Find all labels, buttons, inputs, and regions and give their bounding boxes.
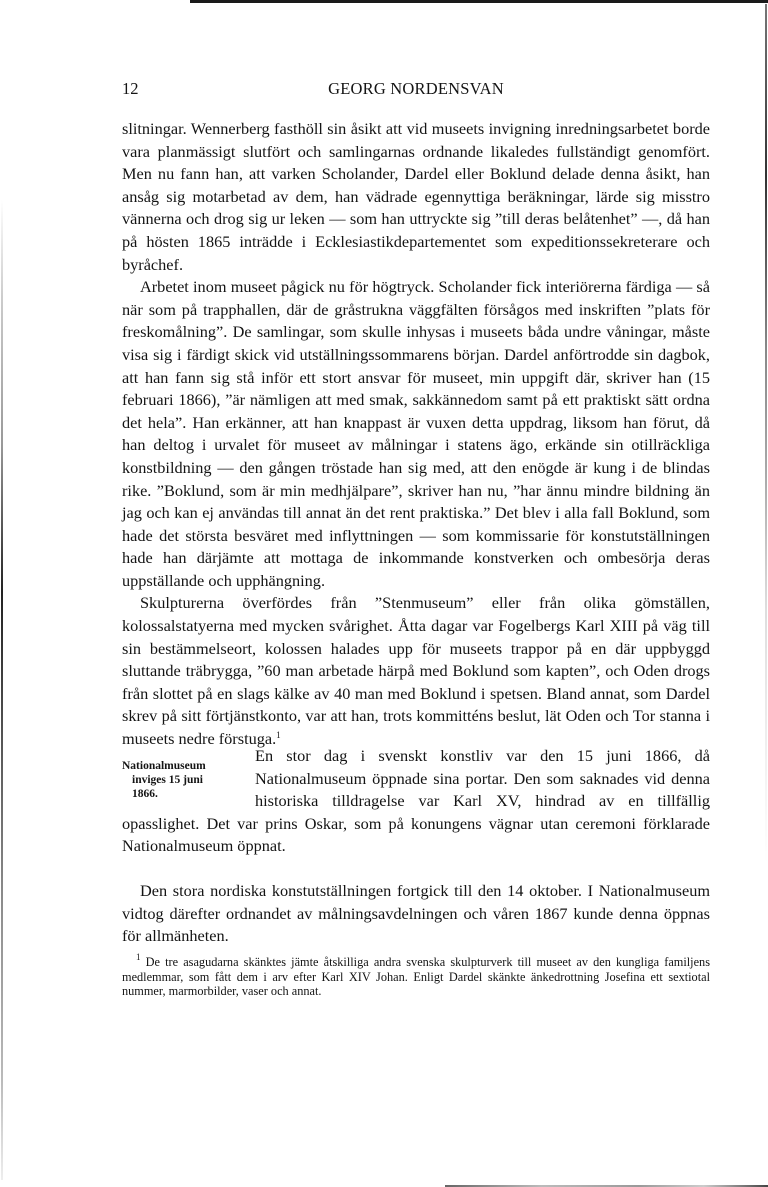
margin-note xyxy=(122,759,247,801)
paragraph-text: Skulpturerna överfördes från ”Stenmuseum” eller från olika gömställen, kolossalstatyerna med mycken svårighet. Åtta dagar var Fogelbergs Karl XIII på väg till sin bestämmelseort, kolossen halades upp för museets trappor på en där uppbyggd sluttande träbrygga, ”60 man arbetade härpå med Boklund som kapten”, och Oden drogs från slottet på en slags kälke av 40 man med Boklund i spetsen. Bland annat, som Dardel skrev på sitt förtjänstkonto, var att han, trots kommitténs beslut, lät Oden och Tor stanna i museets nedre förstuga. xyxy=(122,593,710,749)
footnote-text: De tre asagudarna skänktes jämte åtskilliga andra svenska skulpturverk till museet av den kungliga familjens medlemmar, som fått dem i arv efter Karl XIV Johan. Enligt Dardel skänkte änkedrottning Josefina ett sextiotal nummer, marmorbilder, vaser och annat. xyxy=(122,955,710,998)
footnote-marker: 1 xyxy=(136,952,141,962)
page-header xyxy=(122,79,710,101)
paragraph: En stor dag i svenskt konstliv var den 15 juni 1866, då Nationalmuseum öppnade sina portar. Den som saknades vid denna historiska tilldragelse var Karl XV, hindrad av en tillfällig opasslighet. Det var prins Oskar, som på konungens vägnar utan ceremoni förklarade Nationalmuseum öppnat. xyxy=(122,746,710,856)
scan-top-edge xyxy=(190,0,768,3)
scan-right-edge xyxy=(765,4,767,864)
body-text-top xyxy=(122,118,710,751)
running-title: GEORG NORDENSVAN xyxy=(328,79,504,98)
footnote-reference[interactable]: 1 xyxy=(276,730,281,741)
paragraph: slitningar. Wennerberg fasthöll sin åsikt att vid museets invigning inredningsarbetet borde vara planmässigt slutfört och samlingarnas ordnande likaledes fullständigt genomfört. Men nu fann han, att varken Scholander, Dardel eller Boklund delade denna åsikt, han ansåg sig motarbetad av dem, han vädrade egennyttiga beräkningar, lärde sig misstro vännerna och drog sig ur leken — som han uttryckte sig ”till deras belåtenhet” —, då han på hösten 1865 inträdde i Ecklesiastikdepartementet som expeditionssekreterare och byråchef. xyxy=(122,119,710,274)
margin-note-line: Nationalmuseum xyxy=(122,760,206,772)
margin-note-line: 1866. xyxy=(132,788,158,800)
page-number: 12 xyxy=(122,79,139,98)
footnote xyxy=(122,952,710,999)
body-text-bottom xyxy=(122,880,710,948)
margin-note-line: inviges 15 juni xyxy=(132,774,203,786)
paragraph: Den stora nordiska konstutställningen fortgick till den 14 oktober. I Nationalmuseum vidtog därefter ordnandet av målningsavdelningen och våren 1867 kunde denna öppnas för allmänheten. xyxy=(122,881,710,946)
paragraph xyxy=(122,592,710,750)
paragraph: Arbetet inom museet pågick nu för högtryck. Scholander fick interiörerna färdiga — så när som på trapphallen, där de gråstrukna väggfälten försågos med inskriften ”plats för freskomålning”. De samlingar, som skulle inhysas i museets båda undre våningar, måste visa sig i färdigt skick vid utställningssommarens början. Dardel anförtrodde sin dagbok, att han fann sig stå inför ett stort ansvar för museet, min uppgift där, skriver han (15 februari 1866), ”är nämligen att med smak, sakkännedom samt på ett praktiskt sätt ordna det hela”. Han erkänner, att han knappast är vuxen detta uppdrag, liksom han förut, då han deltog i urvalet för museet av målningar i statens ägo, erkände sin otillräckliga konstbildning — den gången tröstade han sig med, att den enögde är kung i de blindas rike. ”Boklund, som är min medhjälpare”, skriver han nu, ”har ännu mindre bildning än jag och kan ej användas till annat än det rent praktiska.” Det blev i alla fall Boklund, som hade det största besväret med inflyttningen — som kommissarie för konstutställningen hade han därjämte att mottaga de inkommande konstverken och ombesörja deras uppställande och upphängning. xyxy=(122,277,710,590)
scan-left-edge xyxy=(1,200,3,1180)
